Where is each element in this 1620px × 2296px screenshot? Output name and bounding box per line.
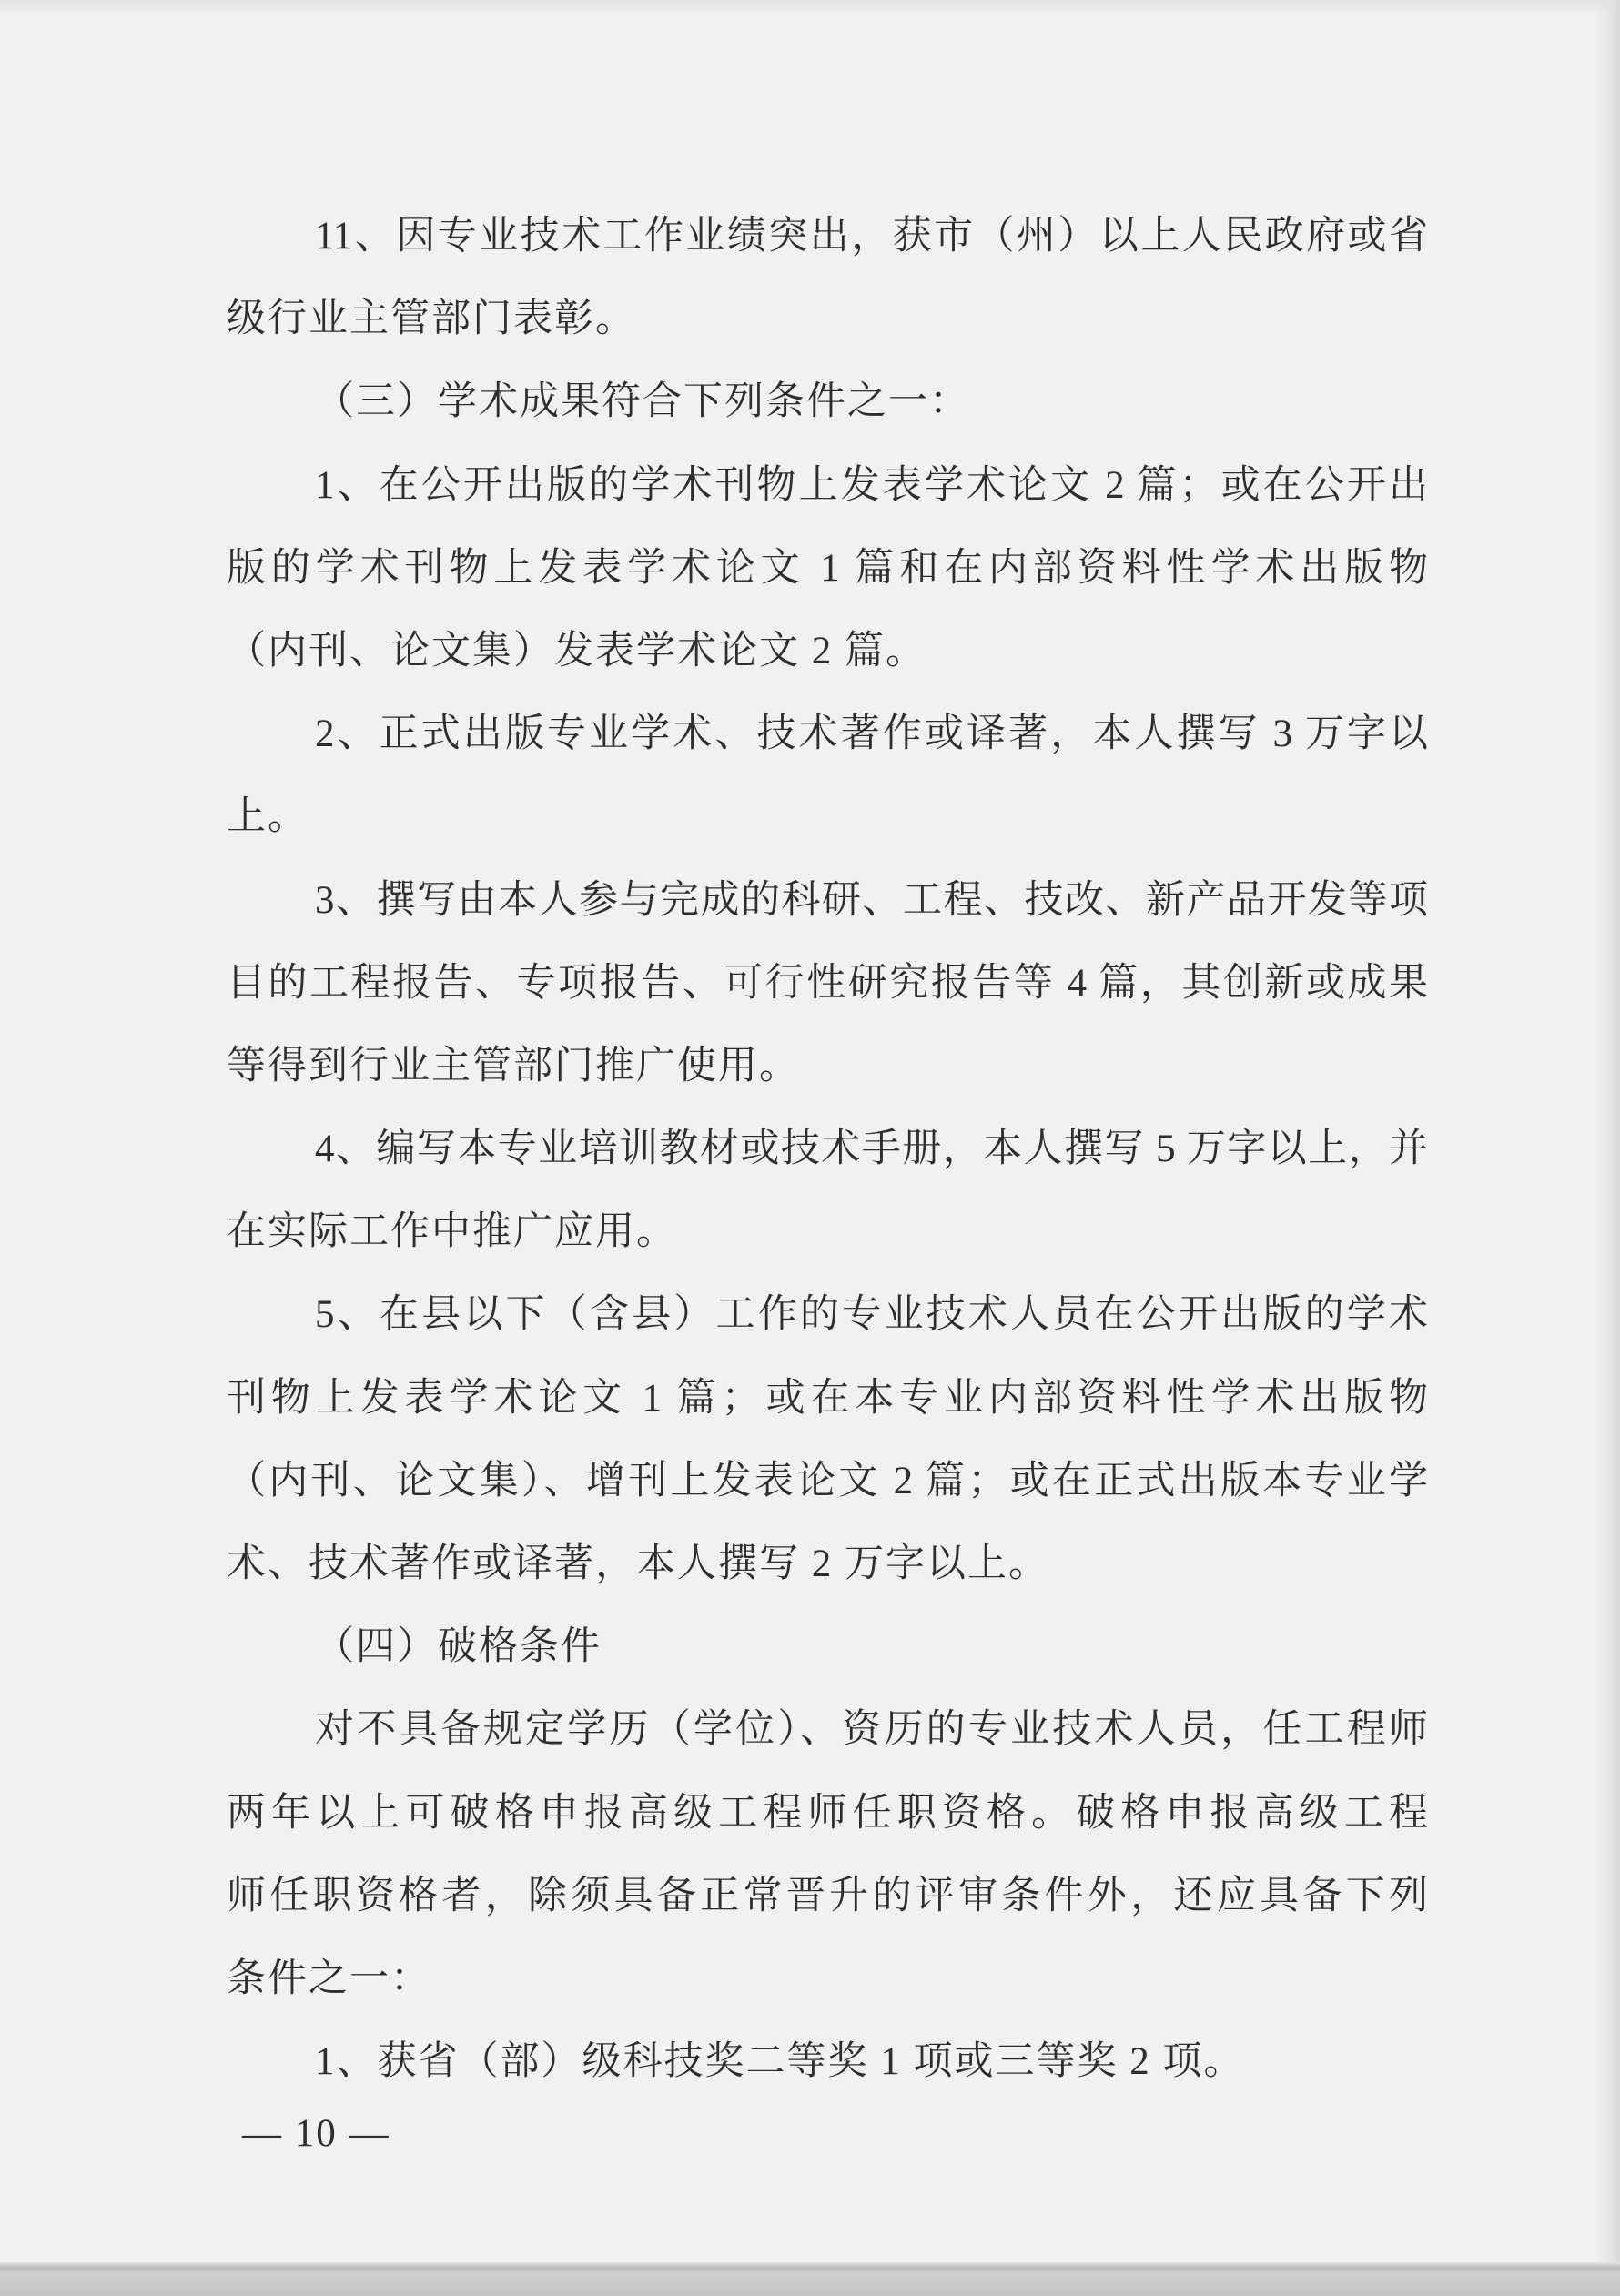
text-line: 目的工程报告、专项报告、可行性研究报告等 4 篇，其创新或成果 — [227, 961, 1428, 1005]
text-line: 条件之一： — [227, 1957, 431, 2000]
text-line: 1、获省（部）级科技奖二等奖 1 项或三等奖 2 项。 — [315, 2040, 1245, 2084]
text-line: 级行业主管部门表彰。 — [227, 298, 636, 341]
text-line: 术、技术著作或译著，本人撰写 2 万字以上。 — [227, 1542, 1049, 1585]
paragraph-academic-item-5 — [227, 1273, 1428, 1605]
paragraph-exception-item-1 — [227, 2020, 1428, 2103]
text-line: 1、在公开出版的学术刊物上发表学术论文 2 篇；或在公开出 — [315, 463, 1428, 507]
text-line: 2、正式出版专业学术、技术著作或译著，本人撰写 3 万字以 — [315, 713, 1428, 756]
paragraph-exception-conditions — [227, 1688, 1428, 2020]
text-line: 两年以上可破格申报高级工程师任职资格。破格申报高级工程 — [227, 1791, 1428, 1835]
text-line: 刊物上发表学术论文 1 篇；或在本专业内部资料性学术出版物 — [227, 1376, 1428, 1420]
text-line: 对不具备规定学历（学位）、资历的专业技术人员，任工程师 — [315, 1708, 1428, 1752]
paragraph-academic-item-2 — [227, 693, 1428, 858]
text-line: 上。 — [227, 795, 309, 839]
heading-line: （三）学术成果符合下列条件之一： — [315, 380, 970, 424]
text-line: 4、编写本专业培训教材或技术手册，本人撰写 5 万字以上，并 — [315, 1128, 1428, 1171]
text-line: 版的学术刊物上发表学术论文 1 篇和在内部资料性学术出版物 — [227, 546, 1428, 590]
paragraph-academic-item-1 — [227, 444, 1428, 693]
text-line: 5、在县以下（含县）工作的专业技术人员在公开出版的学术 — [315, 1293, 1428, 1337]
page-number: — 10 — — [242, 2112, 390, 2155]
scan-right-edge — [1595, 0, 1620, 2296]
paragraph-item-11-continued — [227, 195, 1428, 360]
text-line: 3、撰写由本人参与完成的科研、工程、技改、新产品开发等项 — [315, 878, 1428, 922]
heading-line: （四）破格条件 — [315, 1625, 602, 1669]
paragraph-academic-item-4 — [227, 1108, 1428, 1273]
text-line: 11、因专业技术工作业绩突出，获市（州）以上人民政府或省 — [315, 215, 1428, 258]
text-line: 师任职资格者，除须具备正常晋升的评审条件外，还应具备下列 — [227, 1874, 1428, 1917]
section-heading-3 — [227, 360, 1428, 443]
text-line: 在实际工作中推广应用。 — [227, 1210, 677, 1254]
document-body — [227, 195, 1428, 2103]
scan-top-edge — [0, 0, 1620, 15]
paragraph-academic-item-3 — [227, 859, 1428, 1108]
text-line: （内刊、论文集）发表学术论文 2 篇。 — [227, 629, 926, 673]
section-heading-4 — [227, 1605, 1428, 1688]
scan-bottom-edge — [0, 2262, 1620, 2296]
text-line: （内刊、论文集）、增刊上发表论文 2 篇；或在正式出版本专业学 — [227, 1459, 1428, 1502]
text-line: 等得到行业主管部门推广使用。 — [227, 1044, 800, 1087]
